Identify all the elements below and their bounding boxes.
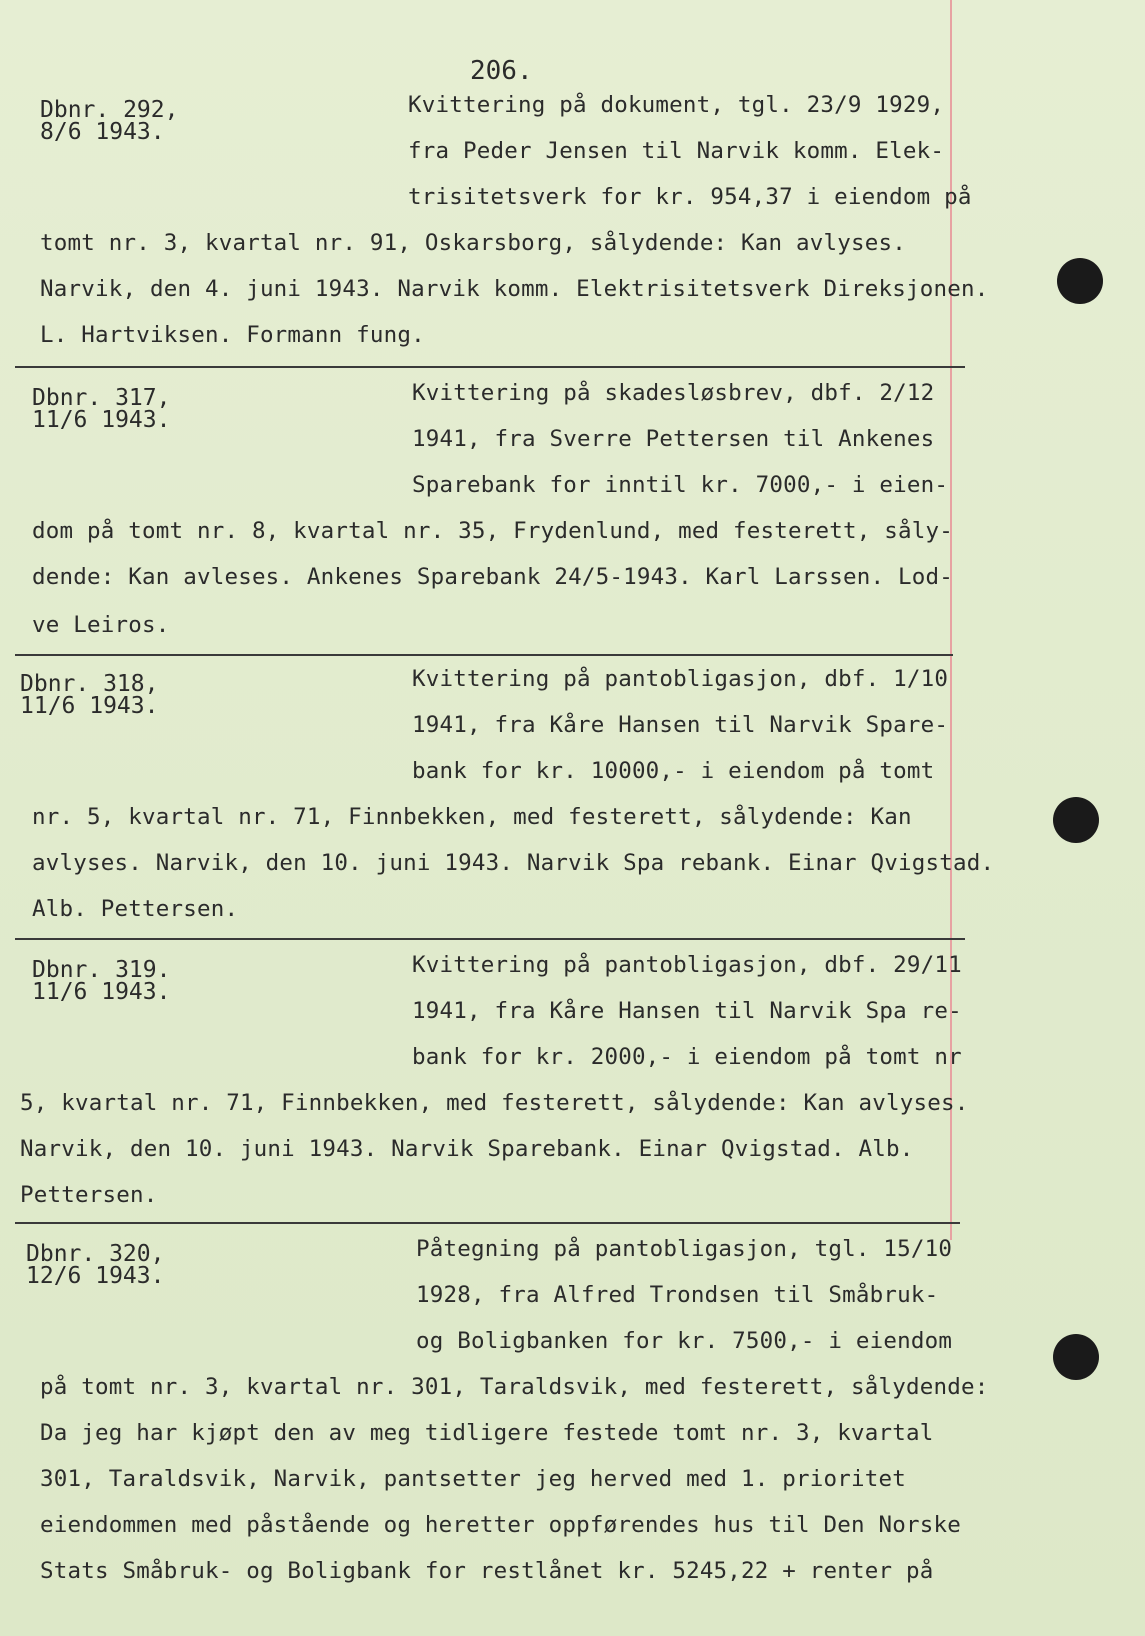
punch-hole-icon <box>1053 797 1099 843</box>
entry-dbnr: Dbnr. 318, <box>20 671 159 697</box>
entry-line: Kvittering på pantobligasjon, dbf. 1/10 <box>412 666 949 692</box>
entry-line: fra Peder Jensen til Narvik komm. Elek- <box>408 138 945 164</box>
entry-line: avlyses. Narvik, den 10. juni 1943. Narvik Spa rebank. Einar Qvigstad. <box>32 850 995 876</box>
entry-line: 1928, fra Alfred Trondsen til Småbruk- <box>416 1282 939 1308</box>
entry-line: 1941, fra Kåre Hansen til Narvik Spare- <box>412 712 949 738</box>
entry-date: 8/6 1943. <box>40 119 165 145</box>
entry-line: dom på tomt nr. 8, kvartal nr. 35, Frydenlund, med festerett, såly- <box>32 518 953 544</box>
entry-line: L. Hartviksen. Formann fung. <box>40 322 425 348</box>
entry-line: bank for kr. 2000,- i eiendom på tomt nr <box>412 1044 962 1070</box>
entry-divider <box>15 366 965 368</box>
entry-divider <box>15 938 965 940</box>
entry-dbnr: Dbnr. 320, <box>26 1241 165 1267</box>
entry-line: ve Leiros. <box>32 612 170 638</box>
entry-line: tomt nr. 3, kvartal nr. 91, Oskarsborg, sålydende: Kan avlyses. <box>40 230 907 256</box>
entry-line: 1941, fra Kåre Hansen til Narvik Spa re- <box>412 998 962 1024</box>
entry-line: Alb. Pettersen. <box>32 896 239 922</box>
entry-date: 12/6 1943. <box>26 1263 165 1289</box>
entry-line: bank for kr. 10000,- i eiendom på tomt <box>412 758 935 784</box>
entry-line: Pettersen. <box>20 1182 158 1208</box>
entry-line: og Boligbanken for kr. 7500,- i eiendom <box>416 1328 953 1354</box>
entry-line: Kvittering på pantobligasjon, dbf. 29/11 <box>412 952 962 978</box>
entry-line: Sparebank for inntil kr. 7000,- i eien- <box>412 472 949 498</box>
punch-hole-icon <box>1053 1334 1099 1380</box>
entry-line: 5, kvartal nr. 71, Finnbekken, med festerett, sålydende: Kan avlyses. <box>20 1090 969 1116</box>
entry-line: Stats Småbruk- og Boligbank for restlånet kr. 5245,22 + renter på <box>40 1558 934 1584</box>
entry-dbnr: Dbnr. 292, <box>40 97 179 123</box>
entry-line: 1941, fra Sverre Pettersen til Ankenes <box>412 426 935 452</box>
entry-line: 301, Taraldsvik, Narvik, pantsetter jeg herved med 1. prioritet <box>40 1466 907 1492</box>
entry-divider <box>15 1222 960 1224</box>
entry-line: Narvik, den 10. juni 1943. Narvik Sparebank. Einar Qvigstad. Alb. <box>20 1136 914 1162</box>
entry-date: 11/6 1943. <box>20 693 159 719</box>
entry-dbnr: Dbnr. 317, <box>32 385 171 411</box>
entry-divider <box>15 654 953 656</box>
entry-line: eiendommen med påstående og heretter oppførendes hus til Den Norske <box>40 1512 961 1538</box>
entry-line: Da jeg har kjøpt den av meg tidligere festede tomt nr. 3, kvartal <box>40 1420 934 1446</box>
entry-line: Narvik, den 4. juni 1943. Narvik komm. Elektrisitetsverk Direksjonen. <box>40 276 989 302</box>
entry-line: trisitetsverk for kr. 954,37 i eiendom på <box>408 184 972 210</box>
entry-line: på tomt nr. 3, kvartal nr. 301, Taraldsvik, med festerett, sålydende: <box>40 1374 989 1400</box>
page-number: 206. <box>470 56 533 86</box>
entry-line: dende: Kan avleses. Ankenes Sparebank 24/5-1943. Karl Larssen. Lod- <box>32 564 953 590</box>
entry-date: 11/6 1943. <box>32 979 171 1005</box>
entry-line: Påtegning på pantobligasjon, tgl. 15/10 <box>416 1236 953 1262</box>
entry-line: Kvittering på skadesløsbrev, dbf. 2/12 <box>412 380 935 406</box>
entry-dbnr: Dbnr. 319. <box>32 957 171 983</box>
entry-line: Kvittering på dokument, tgl. 23/9 1929, <box>408 92 945 118</box>
punch-hole-icon <box>1057 258 1103 304</box>
entry-line: nr. 5, kvartal nr. 71, Finnbekken, med festerett, sålydende: Kan <box>32 804 912 830</box>
entry-date: 11/6 1943. <box>32 407 171 433</box>
